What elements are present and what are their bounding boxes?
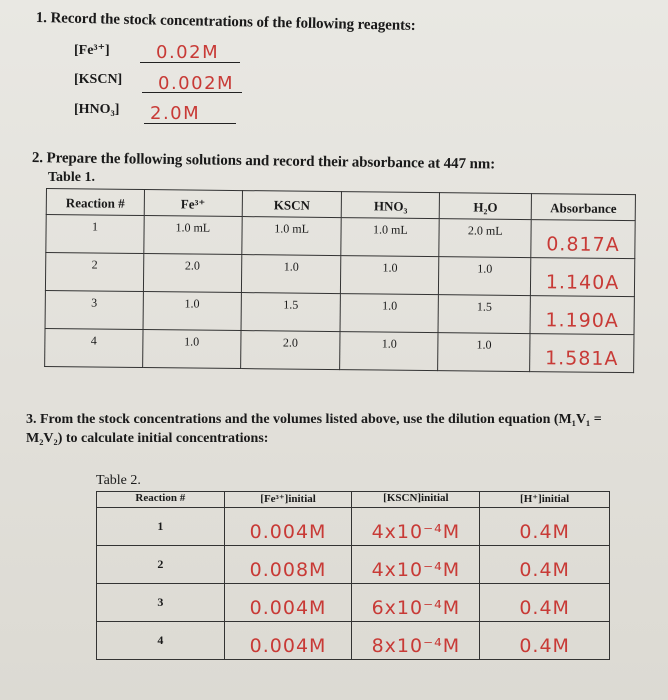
cell-reaction: 4: [45, 328, 143, 367]
cell-hno3: 1.0 mL: [341, 218, 439, 257]
cell-fe: 1.0: [142, 330, 240, 369]
header-reaction: Reaction #: [46, 189, 144, 216]
cell-absorbance: 1.140A: [530, 258, 634, 297]
header-kscn: KSCN: [242, 191, 342, 218]
cell-h-initial: 0.4M: [480, 508, 610, 546]
cell-absorbance: 0.817A: [531, 220, 635, 259]
table-row: [45, 290, 634, 334]
reagent-value-hno3: 2.0M: [150, 103, 201, 124]
cell-reaction: 4: [97, 622, 225, 660]
cell-reaction: 3: [45, 290, 143, 329]
table-row: [46, 215, 635, 259]
cell-kscn: 2.0: [240, 331, 340, 370]
reagent-value-fe: 0.02M: [156, 42, 220, 63]
cell-reaction: 1: [97, 508, 225, 546]
question-2-title: 2. Prepare the following solutions and record their absorbance at 447 nm:: [31, 150, 496, 173]
cell-kscn-initial: 4x10⁻⁴M: [352, 546, 480, 584]
cell-h-initial: 0.4M: [480, 584, 610, 622]
cell-reaction: 2: [97, 546, 225, 584]
cell-h-initial: 0.4M: [480, 546, 610, 584]
cell-fe-initial: 0.004M: [224, 584, 352, 622]
cell-kscn-initial: 8x10⁻⁴M: [352, 622, 480, 660]
table-1: [44, 188, 636, 373]
cell-h2o: 1.5: [438, 295, 530, 334]
header-h-initial: [H⁺]initial: [480, 492, 610, 508]
reagent-label-hno3: [HNO₃]: [74, 102, 120, 117]
cell-absorbance: 1.581A: [530, 334, 634, 373]
table-row: [45, 328, 634, 372]
reagent-label-kscn: [KSCN]: [74, 72, 123, 87]
header-hno3: HNO₃: [342, 192, 440, 219]
table-row: [97, 508, 610, 546]
cell-fe-initial: 0.008M: [224, 546, 352, 584]
cell-h-initial: 0.4M: [480, 622, 610, 660]
cell-kscn: 1.0 mL: [241, 217, 341, 256]
cell-kscn-initial: 6x10⁻⁴M: [352, 584, 480, 622]
table-row: [97, 584, 610, 622]
header-fe: Fe³⁺: [144, 190, 242, 217]
cell-fe: 1.0: [143, 292, 241, 331]
cell-h2o: 1.0: [438, 333, 530, 372]
table-2-header-row: [97, 492, 610, 508]
cell-reaction: 2: [45, 253, 143, 292]
header-absorbance: Absorbance: [531, 194, 635, 221]
cell-kscn: 1.5: [241, 293, 341, 332]
cell-h2o: 2.0 mL: [439, 219, 531, 258]
cell-reaction: 3: [97, 584, 225, 622]
question-3-text: 3. From the stock concentrations and the volumes listed above, use the dilution equation (M₁V₁ = M₂V₂) to calculate initial concentrations:: [26, 412, 602, 446]
table-2-caption: Table 2.: [96, 473, 141, 488]
cell-fe-initial: 0.004M: [224, 508, 352, 546]
cell-kscn: 1.0: [241, 255, 341, 294]
header-fe-initial: [Fe³⁺]initial: [224, 492, 352, 508]
header-kscn-initial: [KSCN]initial: [352, 492, 480, 508]
cell-absorbance: 1.190A: [530, 296, 634, 335]
table-row: [97, 622, 610, 660]
cell-kscn-initial: 4x10⁻⁴M: [352, 508, 480, 546]
table-1-caption: Table 1.: [48, 170, 95, 185]
cell-hno3: 1.0: [340, 332, 438, 371]
table-row: [97, 546, 610, 584]
cell-reaction: 1: [46, 215, 144, 254]
cell-hno3: 1.0: [340, 294, 438, 333]
cell-fe: 1.0 mL: [144, 216, 242, 255]
cell-h2o: 1.0: [439, 257, 531, 296]
cell-fe-initial: 0.004M: [224, 622, 352, 660]
cell-fe: 2.0: [143, 254, 241, 293]
header-reaction: Reaction #: [97, 492, 225, 508]
table-2: [96, 491, 610, 660]
header-h2o: H₂O: [439, 193, 531, 220]
table-row: [45, 253, 634, 297]
reagent-label-fe: [Fe³⁺]: [74, 43, 110, 58]
reagent-value-kscn: 0.002M: [158, 73, 235, 94]
cell-hno3: 1.0: [341, 256, 439, 295]
question-1-title: 1. Record the stock concentrations of the following reagents:: [35, 10, 416, 34]
